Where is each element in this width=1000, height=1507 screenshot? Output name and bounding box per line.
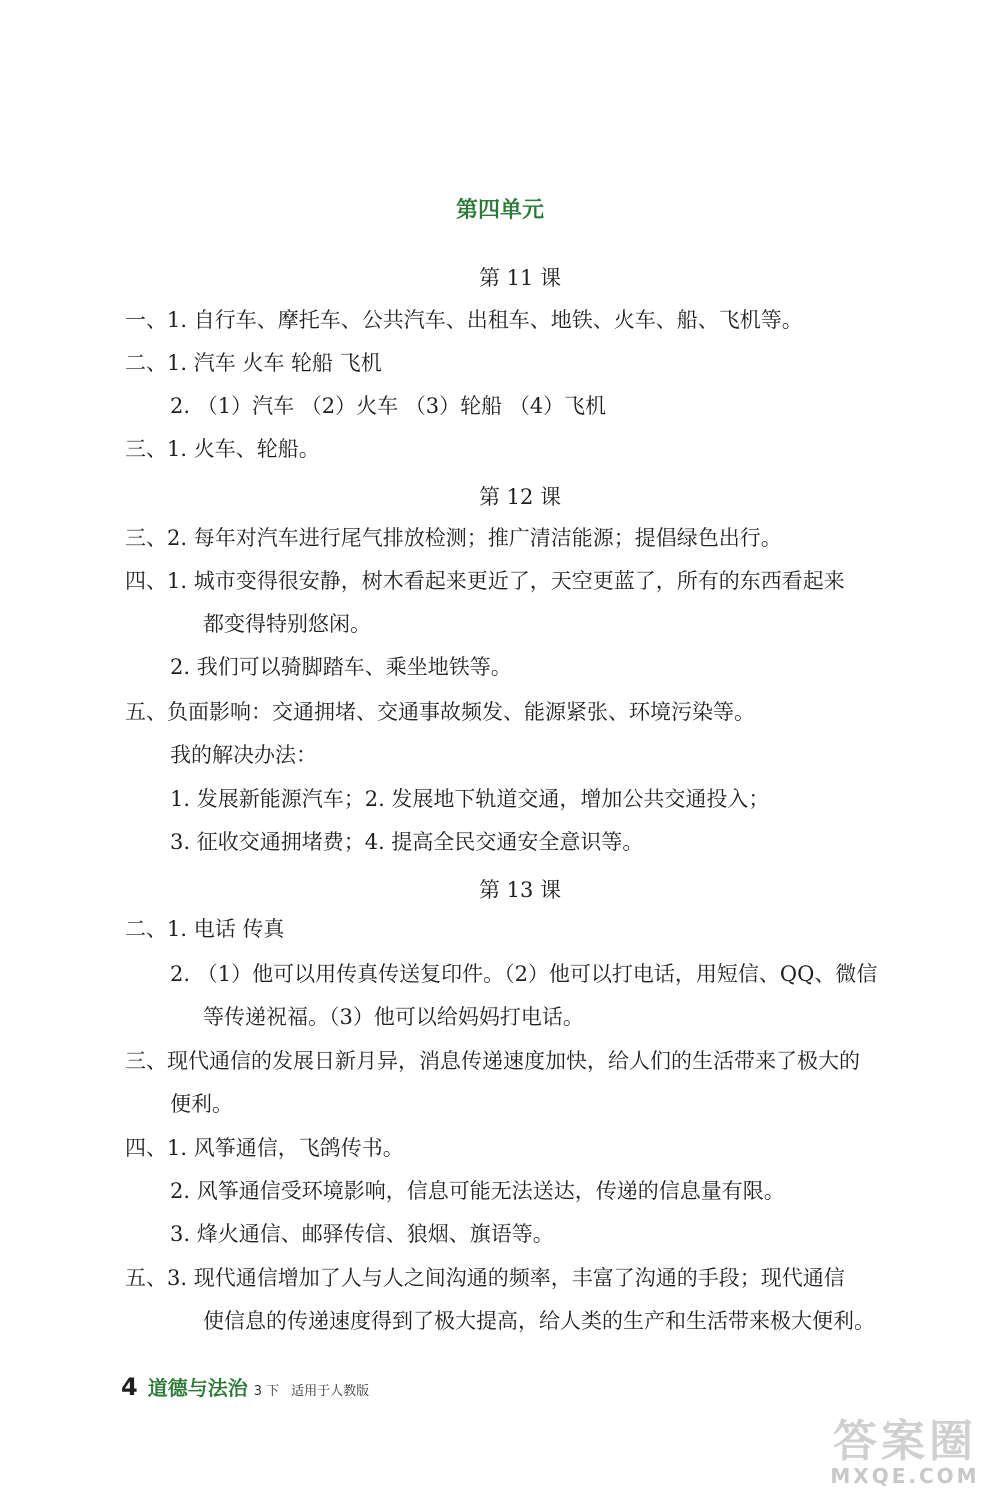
answer-line: 三、1. 火车、轮船。 [125, 437, 320, 461]
page-footer [121, 1372, 369, 1401]
answer-line: 3. 烽火通信、邮驿传信、狼烟、旗语等。 [170, 1222, 554, 1246]
unit-title: 第四单元 [455, 198, 544, 223]
edition-label: 适用于人教版 [291, 1384, 370, 1399]
answer-line: 我的解决办法： [170, 743, 317, 767]
page-number: 4 [121, 1373, 138, 1401]
answer-line: 五、负面影响：交通拥堵、交通事故频发、能源紧张、环境污染等。 [125, 700, 755, 724]
watermark-bottom: MXQE.COM [830, 1464, 980, 1488]
answer-line: 2. 我们可以骑脚踏车、乘坐地铁等。 [170, 655, 512, 679]
answer-line: 三、2. 每年对汽车进行尾气排放检测；推广清洁能源；提倡绿色出行。 [125, 526, 782, 550]
answer-line: 二、1. 汽车 火车 轮船 飞机 [125, 351, 382, 375]
answer-line: 一、1. 自行车、摩托车、公共汽车、出租车、地铁、火车、船、飞机等。 [125, 308, 803, 332]
answer-line: 使信息的传递速度得到了极大提高，给人类的生产和生活带来极大便利。 [203, 1309, 875, 1333]
book-title: 道德与法治 [147, 1376, 248, 1400]
answer-line: 便利。 [170, 1092, 233, 1116]
answer-line: 2. 风筝通信受环境影响，信息可能无法送达，传递的信息量有限。 [170, 1179, 785, 1203]
lesson-11-title: 第 11 课 [478, 266, 562, 290]
grade-label: 3 下 [253, 1384, 280, 1399]
lesson-13-title: 第 13 课 [478, 878, 562, 902]
answer-line: 2. （1）他可以用传真传送复印件。（2）他可以打电话，用短信、QQ、微信 [170, 962, 878, 986]
answer-line: 1. 发展新能源汽车；2. 发展地下轨道交通，增加公共交通投入； [170, 787, 770, 811]
answer-line: 都变得特别悠闲。 [203, 612, 371, 636]
watermark-top: 答案圈 [833, 1416, 977, 1467]
answer-line: 等传递祝福。（3）他可以给妈妈打电话。 [203, 1005, 584, 1029]
answer-line: 三、现代通信的发展日新月异，消息传递速度加快，给人们的生活带来了极大的 [125, 1049, 860, 1073]
answer-line: 五、3. 现代通信增加了人与人之间沟通的频率，丰富了沟通的手段；现代通信 [125, 1266, 845, 1290]
answer-line: 四、1. 城市变得很安静，树木看起来更近了，天空更蓝了，所有的东西看起来 [125, 569, 845, 593]
answer-line: 3. 征收交通拥堵费；4. 提高全民交通安全意识等。 [170, 830, 644, 854]
lesson-12-title: 第 12 课 [478, 485, 562, 509]
answer-line: 二、1. 电话 传真 [125, 917, 285, 941]
answer-line: 2. （1）汽车 （2）火车 （3）轮船 （4）飞机 [170, 394, 607, 418]
watermark-logo [830, 1416, 980, 1492]
answer-line: 四、1. 风筝通信，飞鸽传书。 [125, 1136, 404, 1160]
